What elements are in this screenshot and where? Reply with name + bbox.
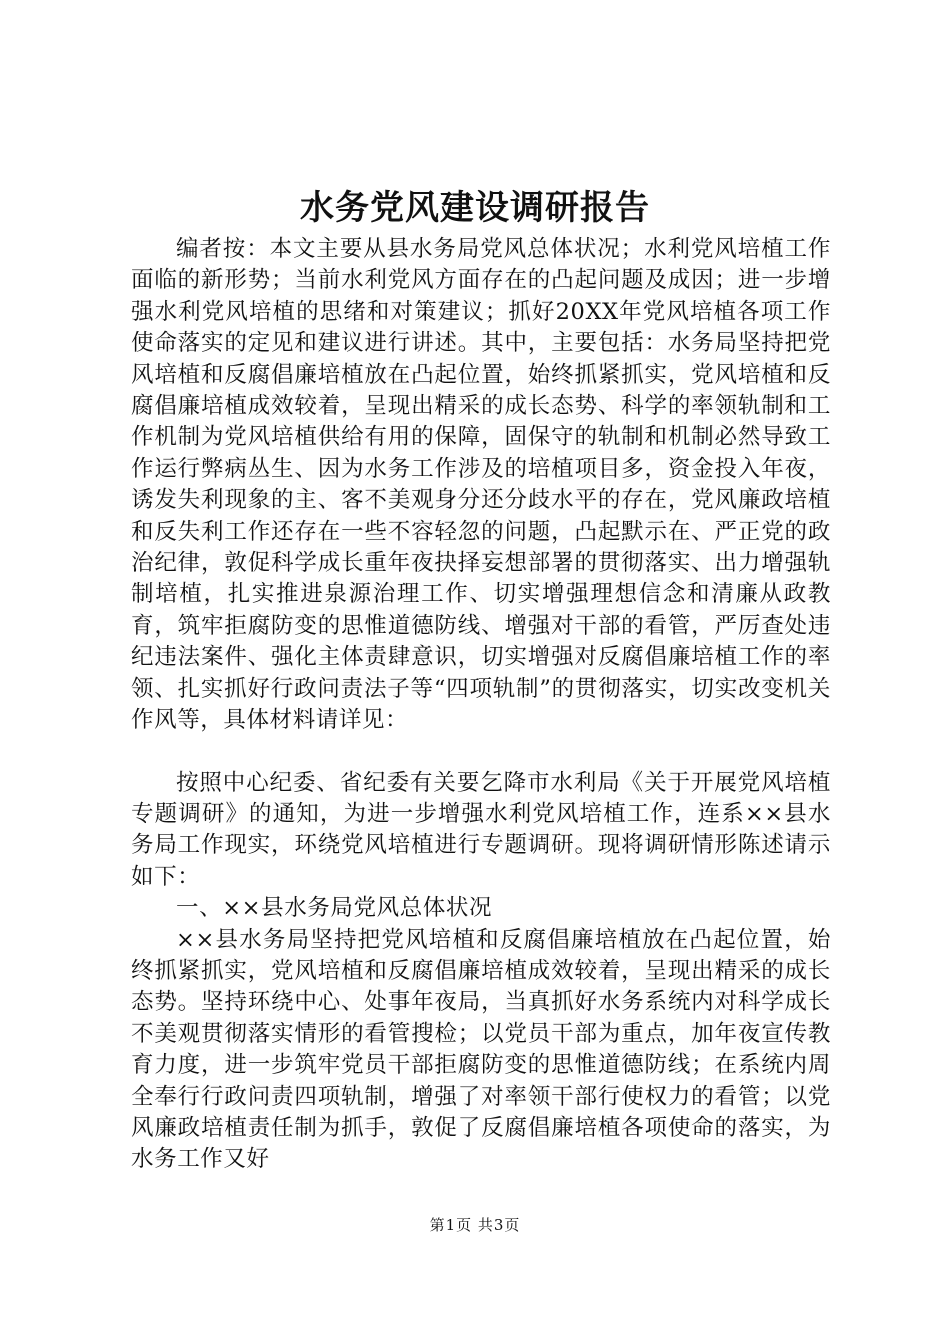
section-heading: 一、××县水务局党风总体状况 bbox=[176, 895, 493, 922]
paragraph-spacer bbox=[131, 737, 831, 768]
intro-paragraph: 按照中心纪委、省纪委有关要乞降市水利局《关于开展党风培植专题调研》的通知，为进一步增强水利党风培植工作，连系××县水务局工作现实，环绕党风培植进行专题调研。现将调研情形陈述请示如下： bbox=[131, 769, 831, 890]
page-number-footer: 第1页 共3页 bbox=[429, 1216, 521, 1234]
document-body bbox=[131, 234, 831, 1176]
section-paragraph: ××县水务局坚持把党风培植和反腐倡廉培植放在凸起位置，始终抓紧抓实，党风培植和反腐倡廉培植成效较着，呈现出精采的成长态势。坚持环绕中心、处事年夜局，当真抓好水务系统内对科学成长不美观贯彻落实情形的看管搜检；以党员干部为重点，加年夜宣传教育力度，进一步筑牢党员干部拒腐防变的思惟道德防线；在系统内周全奉行行政问责四项轨制，增强了对率领干部行使权力的看管；以党风廉政培植责任制为抓手，敦促了反腐倡廉培植各项使命的落实，为水务工作又好 bbox=[131, 926, 831, 1173]
document-title: 水务党风建设调研报告 bbox=[300, 188, 650, 228]
editor-note-paragraph: 编者按：本文主要从县水务局党风总体状况；水利党风培植工作面临的新形势；当前水利党风方面存在的凸起问题及成因；进一步增强水利党风培植的思绪和对策建议；抓好20XX年党风培植各项工作使命落实的定见和建议进行讲述。其中，主要包括：水务局坚持把党风培植和反腐倡廉培植放在凸起位置，始终抓紧抓实，党风培植和反腐倡廉培植成效较着，呈现出精采的成长态势、科学的率领轨制和工作机制为党风培植供给有用的保障，固保守的轨制和机制必然导致工作运行弊病丛生、因为水务工作涉及的培植项目多，资金投入年夜，诱发失利现象的主、客不美观身分还分歧水平的存在，党风廉政培植和反失利工作还存在一些不容轻忽的问题，凸起默示在、严正党的政治纪律，敦促科学成长重年夜抉择妄想部署的贯彻落实、出力增强轨制培植，扎实推进泉源治理工作、切实增强理想信念和清廉从政教育，筑牢拒腐防变的思惟道德防线、增强对干部的看管，严厉查处违纪违法案件、强化主体责肆意识，切实增强对反腐倡廉培植工作的率领、扎实抓好行政问责法子等“四项轨制”的贯彻落实，切实改变机关作风等，具体材料请详见： bbox=[131, 236, 831, 734]
